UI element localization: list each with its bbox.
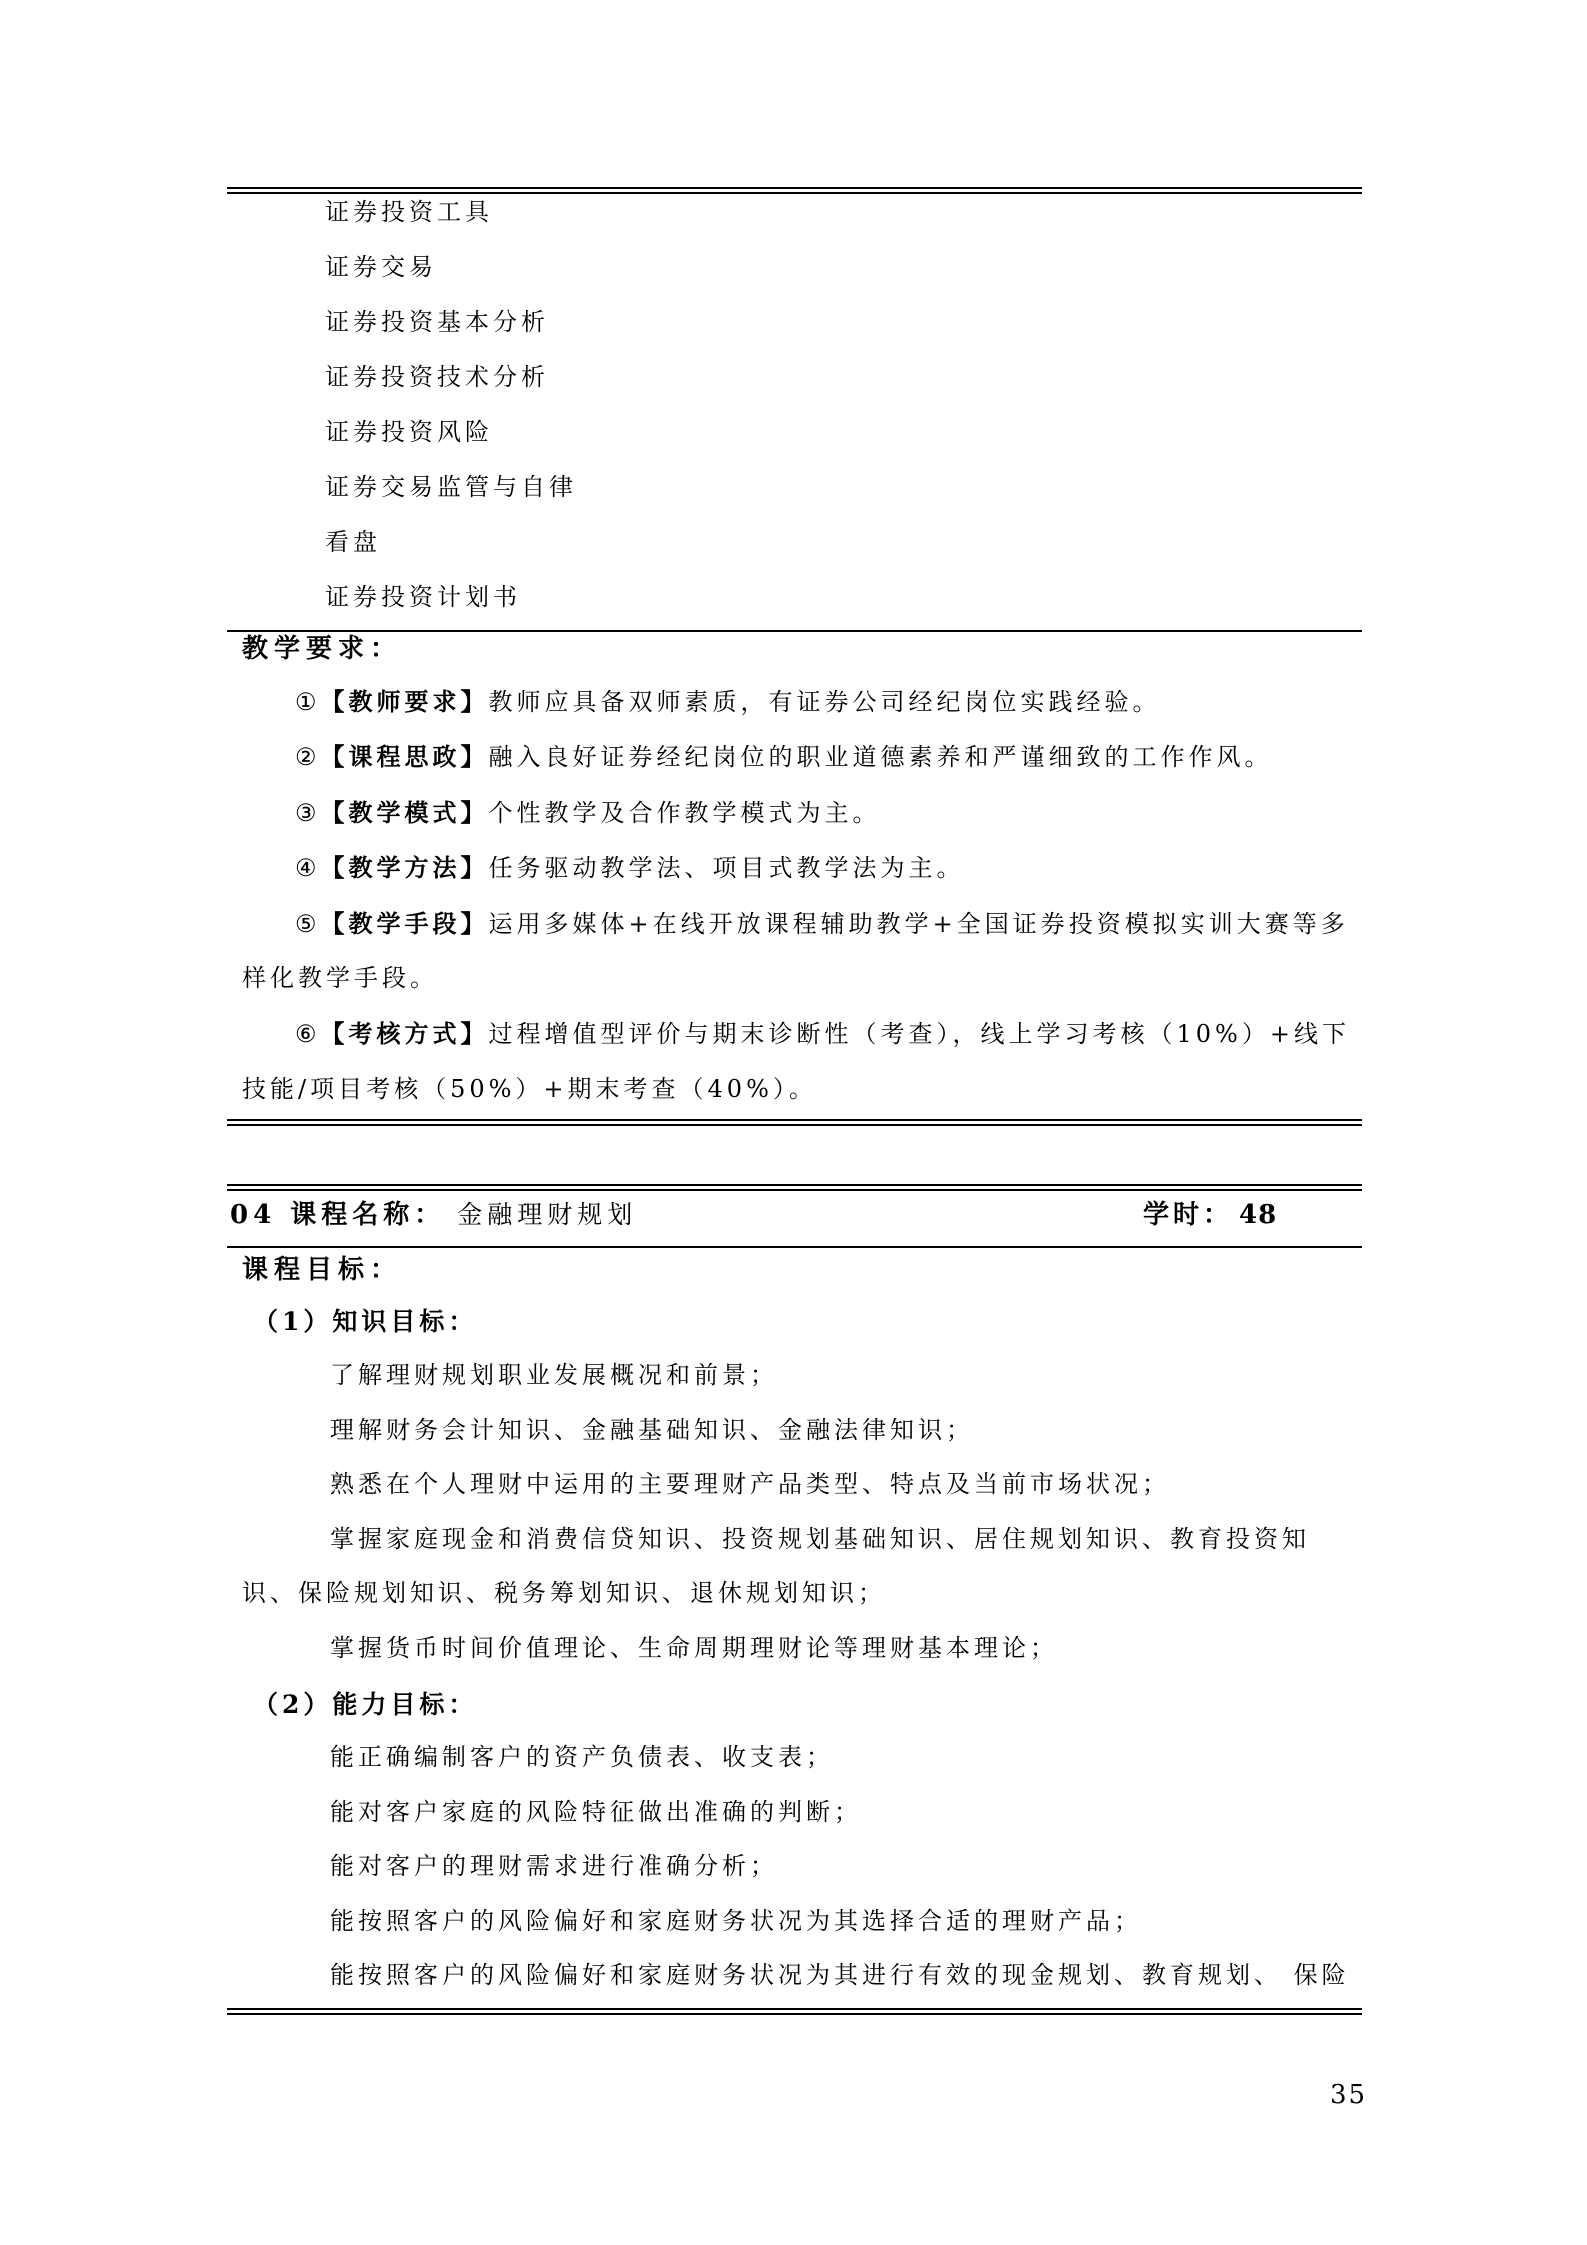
- requirement-text: 任务驱动教学法、项目式教学法为主。: [488, 854, 965, 883]
- requirement-label: 【教师要求】: [320, 687, 489, 716]
- ability-objective-line: 能正确编制客户的资产负债表、收支表；: [330, 1743, 834, 1771]
- requirement-text: 运用多媒体+在线开放课程辅助教学+全国证券投资模拟实训大赛等多: [488, 909, 1349, 938]
- requirement-number: ⑥: [295, 1020, 321, 1049]
- course-name: 金融理财规划: [457, 1200, 638, 1229]
- requirement-number: ③: [295, 798, 321, 827]
- requirement-label: 【考核方式】: [320, 1019, 489, 1049]
- requirement-text: 过程增值型评价与期末诊断性（考查），线上学习考核（10%）+线下: [488, 1020, 1350, 1049]
- requirement-label: 【教学模式】: [320, 797, 489, 827]
- requirement-line: [242, 896, 1350, 951]
- requirement-continuation-line: 技能/项目考核（50%）+期末考查（40%）。: [242, 1074, 817, 1103]
- content-list-item: 证券交易监管与自律: [325, 473, 577, 501]
- requirement-text: 教师应具备双师素质，有证券公司经纪岗位实践经验。: [488, 688, 1161, 716]
- requirement-label: 【教学方法】: [320, 853, 489, 883]
- content-list-item: 证券投资风险: [325, 418, 493, 446]
- table-bottom-double-rule: [227, 1119, 1362, 1126]
- requirement-number: ⑤: [295, 909, 321, 938]
- requirement-label: 【教学手段】: [320, 908, 489, 938]
- requirement-line: [242, 1006, 1350, 1061]
- course-hours-label: 学时：: [1143, 1200, 1234, 1230]
- page-number: 35: [1330, 2080, 1368, 2110]
- requirement-line: [242, 840, 1350, 895]
- requirement-text: 融入良好证券经纪岗位的职业道德素养和严谨细致的工作作风。: [488, 743, 1273, 772]
- content-list-item: 证券交易: [325, 253, 437, 281]
- knowledge-objective-line: 理解财务会计知识、金融基础知识、金融法律知识；: [330, 1415, 974, 1444]
- requirement-text: 个性教学及合作教学模式为主。: [488, 798, 881, 827]
- course-objectives-heading: 课程目标：: [242, 1255, 403, 1285]
- ability-objective-line: 能按照客户的风险偏好和家庭财务状况为其进行有效的现金规划、教育规划、 保险: [330, 1961, 1350, 1989]
- requirement-line: [242, 785, 1350, 840]
- course-hours-value: 48: [1239, 1200, 1278, 1230]
- requirement-number: ①: [295, 688, 321, 716]
- course-content-list: [325, 185, 577, 625]
- knowledge-objectives-list: [242, 1348, 1310, 1676]
- requirement-continuation-line: 样化教学手段。: [242, 963, 438, 992]
- ability-objectives-heading: （2）能力目标：: [253, 1690, 478, 1719]
- ability-objective-line: 能对客户的理财需求进行准确分析；: [330, 1852, 778, 1880]
- content-list-item: 证券投资工具: [325, 198, 493, 226]
- page-bottom-double-rule: [227, 2008, 1362, 2015]
- knowledge-objective-line: 了解理财规划职业发展概况和前景；: [330, 1361, 778, 1389]
- content-list-item: 证券投资计划书: [325, 583, 521, 611]
- knowledge-objective-line: 熟悉在个人理财中运用的主要理财产品类型、特点及当前市场状况；: [330, 1470, 1170, 1499]
- ability-objective-line: 能按照客户的风险偏好和家庭财务状况为其选择合适的理财产品；: [330, 1906, 1142, 1935]
- knowledge-objective-line: 掌握货币时间价值理论、生命周期理财论等理财基本理论；: [330, 1633, 1058, 1662]
- content-list-item: 证券投资基本分析: [325, 308, 549, 336]
- course-hours: [1143, 1190, 1277, 1240]
- knowledge-objective-line: 识、保险规划知识、税务筹划知识、退休规划知识；: [242, 1579, 886, 1608]
- teaching-requirements-heading: 教学要求：: [242, 634, 403, 664]
- content-list-item: 证券投资技术分析: [325, 363, 549, 391]
- knowledge-objective-line: 掌握家庭现金和消费信贷知识、投资规划基础知识、居住规划知识、教育投资知: [330, 1524, 1310, 1553]
- course-header-row: [230, 1190, 637, 1240]
- requirement-number: ④: [295, 854, 321, 883]
- requirement-line: [242, 729, 1350, 784]
- ability-objective-line: 能对客户家庭的风险特征做出准确的判断；: [330, 1797, 862, 1826]
- knowledge-objectives-heading: （1）知识目标：: [253, 1307, 478, 1336]
- teaching-requirements-list: [242, 674, 1350, 1117]
- requirement-number: ②: [295, 743, 321, 772]
- course-code-label: 04 课程名称：: [230, 1200, 446, 1230]
- requirement-line: [242, 674, 1350, 729]
- content-list-item: 看盘: [325, 528, 381, 556]
- ability-objectives-list: [242, 1730, 1350, 2003]
- requirement-label: 【课程思政】: [320, 742, 489, 772]
